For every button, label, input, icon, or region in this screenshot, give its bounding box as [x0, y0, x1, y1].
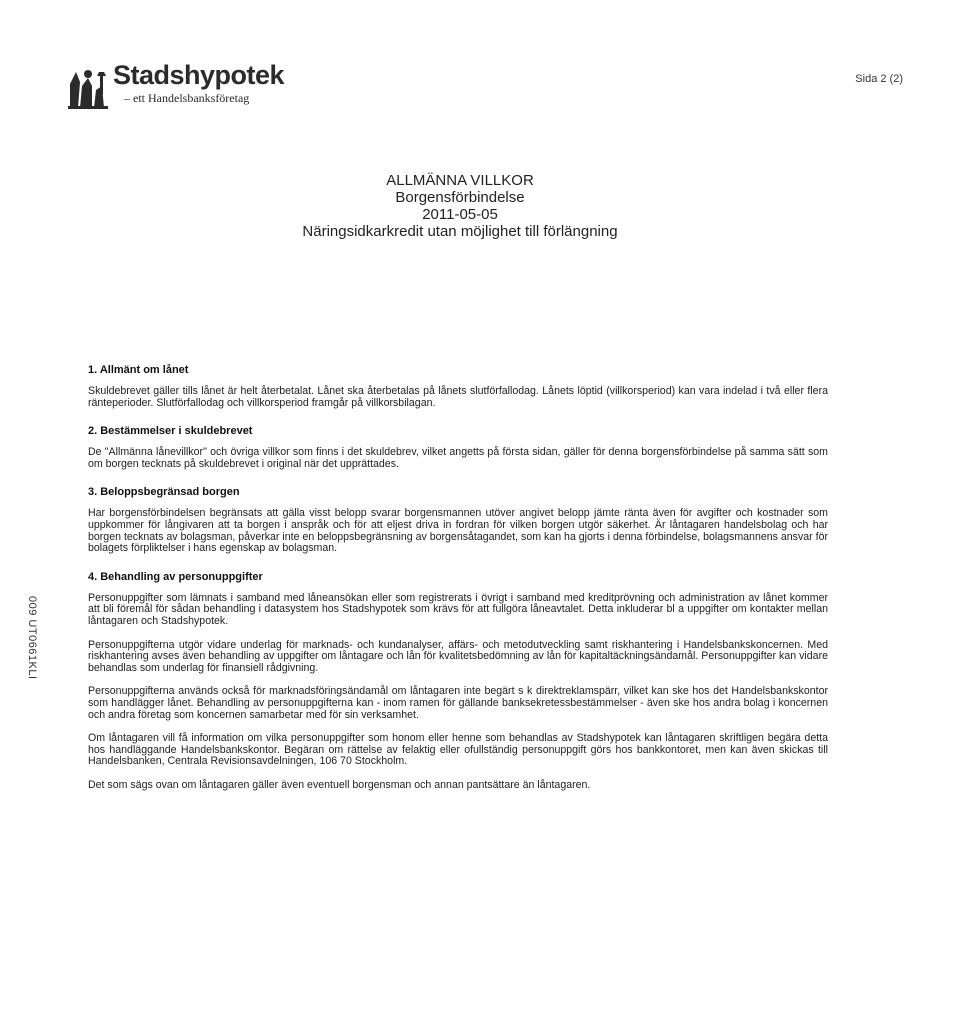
page-number: Sida 2 (2) [855, 73, 903, 85]
section-heading: 2. Bestämmelser i skuldebrevet [88, 425, 253, 438]
section-bestammelser [88, 425, 828, 470]
paragraph: Personuppgifterna utgör vidare underlag för marknads- och kundanalyser, affärs- och metodutveckling samt riskhantering i Handelsbankskoncernen. Med riskhantering avses även behandling av uppgifter om låntagare och lån för kvalitetsbedömning av lån för kapitaltäckningsändamål. Personuppgifter kan vidare behandlas som underlag för finansiell rådgivning. [88, 638, 828, 674]
section-allmant [88, 364, 828, 409]
paragraph: Personuppgifter som lämnats i samband med låneansökan eller som registrerats i övrigt i samband med kreditprövning och administration av lånet kommer att bli föremål för sådan behandling i datasystem hos Stadshypotek som krävs för att fullgöra låneavtalet. Detta inkluderar bl a uppgifter om kontakter mellan låntagaren och Stadshypotek. [88, 591, 828, 627]
paragraph: Personuppgifterna används också för marknadsföringsändamål om låntagaren inte begärt s k direktreklamspärr, vilket kan ske hos det Handelsbankskontor som handlägger lånet. Behandling av personuppgifterna kan - inom ramen för gällande banksekretessbestämmelser - även ske hos andra bolag i koncernen och andra företag som koncernen samarbetar med för sin verksamhet. [88, 685, 828, 721]
logo-tagline: – ett Handelsbanksföretag [124, 91, 250, 105]
section-heading: 1. Allmänt om lånet [88, 364, 189, 376]
document-body [88, 364, 828, 807]
section-beloppsbegransad [88, 486, 828, 554]
paragraph: Skuldebrevet gäller tills lånet är helt återbetalat. Lånet ska återbetalas på lånets slutförfallodag. Lånets löptid (villkorsperiod) kan vara indelad i två eller flera ränteperioder. Slutförfallodag och villkorsperiod framgår på villkorsbilagan. [88, 385, 828, 409]
paragraph: Har borgensförbindelsen begränsats att gälla visst belopp svarar borgensmannen utöver angivet belopp jämte ränta även för avgifter och kostnader som uppkommer för långivaren att ta borgen i anspråk och för att eljest driva in fordran för vilken borgen utgör säkerhet. Är låntagaren handelsbolag och har borgen tecknats av bolagsman, påverkar inte en beloppsbegränsning av borgensåtagandet, som kan ha gjorts i denna förbindelse, bolagsmannens ansvar för bolagets förpliktelser i hans egenskap av bolagsman. [88, 507, 828, 555]
paragraph: Om låntagaren vill få information om vilka personuppgifter som honom eller henne som behandlas av Stadshypotek kan låntagaren skriftligen begära detta hos handläggande Handelsbankskontor. Begäran om rättelse av felaktig eller ofullständig personuppgift görs hos bankkontoret, men kan även skickas till Handelsbanken, Centrala Revisionsavdelningen, 106 70 Stockholm. [88, 732, 828, 768]
stadshypotek-logo [66, 60, 306, 114]
paragraph: Det som sägs ovan om låntagaren gäller även eventuell borgensman och annan pantsättare än låntagaren. [88, 778, 591, 791]
section-heading: 4. Behandling av personuppgifter [88, 570, 263, 583]
title-line-3: 2011-05-05 [422, 206, 498, 223]
document-title [0, 172, 920, 240]
title-line-4: Näringsidkarkredit utan möjlighet till förlängning [302, 223, 618, 240]
section-heading: 3. Beloppsbegränsad borgen [88, 486, 240, 499]
side-form-code: 009 UT0661KLI [26, 596, 38, 680]
paragraph: De "Allmänna lånevillkor" och övriga villkor som finns i det skuldebrev, vilket angetts på första sidan, gäller för denna borgensförbindelse på samma sätt som om borgen tecknats på skuldebrevet i original när det upprättades. [88, 446, 828, 470]
logo-emblem-icon [66, 64, 112, 110]
section-personuppgifter [88, 571, 828, 792]
logo-name: Stadshypotek [113, 60, 285, 90]
title-line-1: ALLMÄNNA VILLKOR [386, 172, 534, 189]
title-line-2: Borgensförbindelse [395, 189, 525, 206]
